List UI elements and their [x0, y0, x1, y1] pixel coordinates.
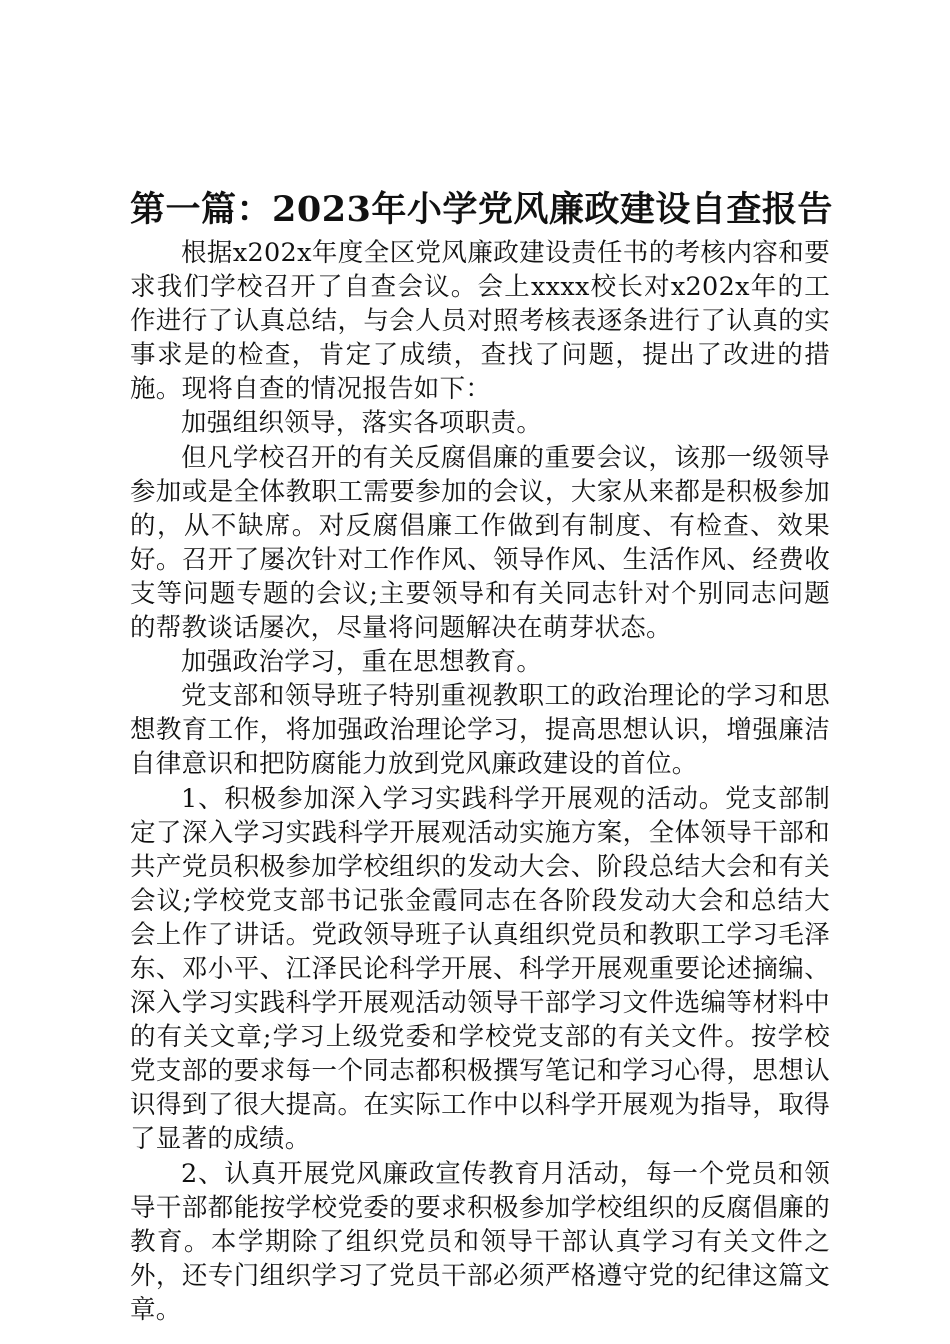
paragraph-political-study: 党支部和领导班子特别重视教职工的政治理论的学习和思想教育工作，将加强政治理论学习，提高思想认识，增强廉洁自律意识和把防腐能力放到党风廉政建设的首位。 — [130, 681, 830, 780]
paragraph-meetings: 但凡学校召开的有关反腐倡廉的重要会议，该那一级领导参加或是全体教职工需要参加的会议，大家从来都是积极参加的，从不缺席。对反腐倡廉工作做到有制度、有检查、效果好。召开了屡次针对工作作风、领导作风、生活作风、经费收支等问题专题的会议;主要领导和有关同志针对个别同志问题的帮教谈话屡次，尽量将问题解决在萌芽状态。 — [130, 442, 830, 644]
paragraph-item-1: 1、积极参加深入学习实践科学开展观的活动。党支部制定了深入学习实践科学开展观活动实施方案，全体领导干部和共产党员积极参加学校组织的发动大会、阶段总结大会和有关会议;学校党支部书记张金霞同志在各阶段发动大会和总结大会上作了讲话。党政领导班子认真组织党员和教职工学习毛泽东、邓小平、江泽民论科学开展、科学开展观重要论述摘编、深入学习实践科学开展观活动领导干部学习文件选编等材料中的有关文章;学习上级党委和学校党支部的有关文件。按学校党支部的要求每一个同志都积极撰写笔记和学习心得，思想认识得到了很大提高。在实际工作中以科学开展观为指导，取得了显著的成绩。 — [130, 783, 830, 1155]
section-heading-organization: 加强组织领导，落实各项职责。 — [181, 408, 543, 439]
section-heading-political-study: 加强政治学习，重在思想教育。 — [181, 647, 543, 678]
document-body — [130, 236, 830, 1327]
paragraph-item-2: 2、认真开展党风廉政宣传教育月活动，每一个党员和领导干部都能按学校党委的要求积极参加学校组织的反腐倡廉的教育。本学期除了组织党员和领导干部认真学习有关文件之外，还专门组织学习了党员干部必须严格遵守党的纪律这篇文章。 — [130, 1158, 830, 1325]
paragraph-intro: 根据x202x年度全区党风廉政建设责任书的考核内容和要求我们学校召开了自查会议。会上xxxx校长对x202x年的工作进行了认真总结，与会人员对照考核表逐条进行了认真的实事求是的检查，肯定了成绩，查找了问题，提出了改进的措施。现将自查的情况报告如下： — [130, 238, 830, 405]
document-title: 第一篇：2023年小学党风廉政建设自查报告 — [130, 189, 833, 230]
